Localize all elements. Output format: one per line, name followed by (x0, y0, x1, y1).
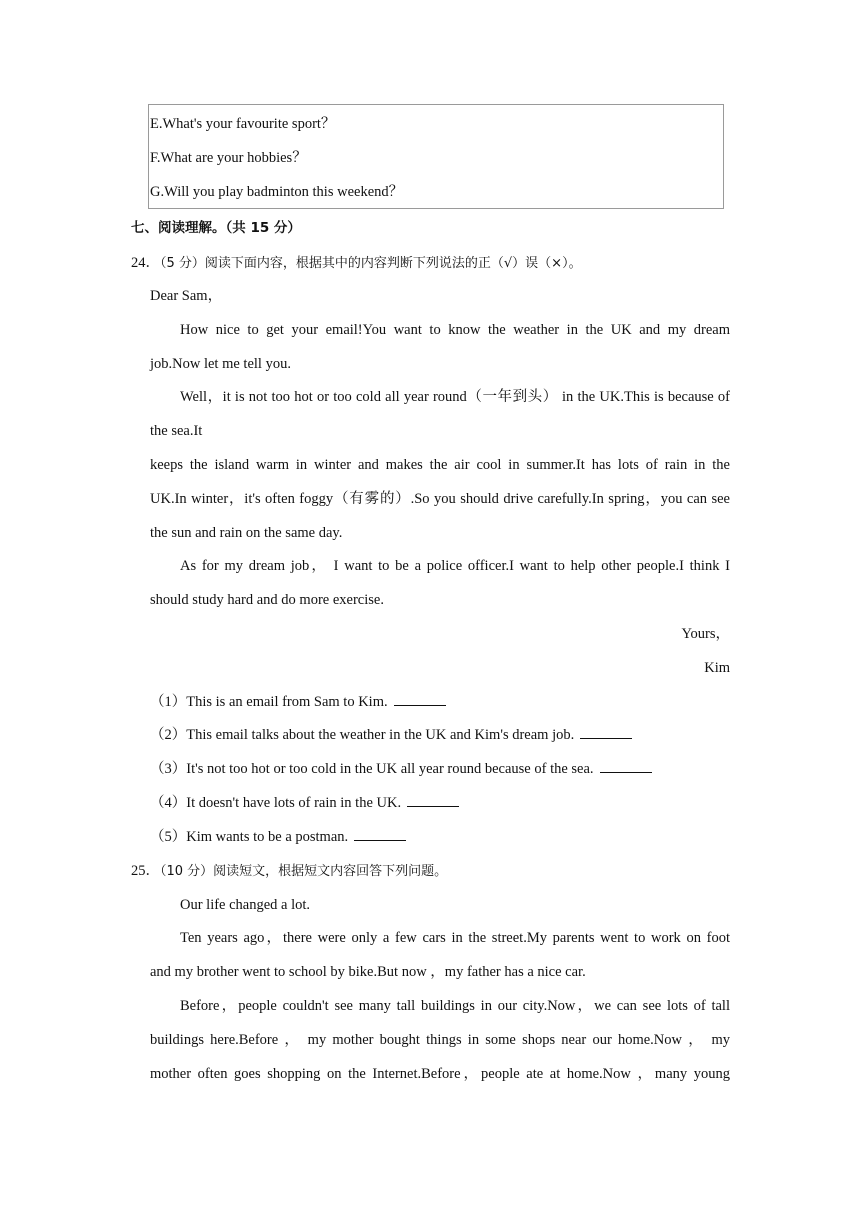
answer-blank[interactable] (354, 827, 406, 841)
passage-p2-line1: Before，people couldn't see many tall buildings in our city.Now，we can see lots of tall (180, 998, 730, 1014)
answer-blank[interactable] (394, 692, 446, 706)
answer-blank[interactable] (580, 725, 632, 739)
option-g: G.Will you play badminton this weekend？ (150, 184, 404, 200)
passage-p1-line1: Ten years ago，there were only a few cars in the street.My parents went to work on foot (180, 930, 730, 946)
statement-2 (150, 725, 632, 745)
statement-text: （1）This is an email from Sam to Kim. (150, 694, 388, 710)
statement-text: （4）It doesn't have lots of rain in the UK. (150, 795, 402, 811)
email-p1-line2: job.Now let me tell you. (150, 356, 291, 372)
answer-blank[interactable] (600, 759, 652, 773)
email-p3-line3: the sun and rain on the same day. (150, 525, 343, 541)
statement-3 (150, 759, 652, 779)
section-title: 七、阅读理解。（共 15 分） (131, 220, 301, 236)
email-signature: Kim (704, 660, 730, 676)
q24-header (131, 253, 582, 274)
email-p4-line1: As for my dream job， I want to be a police officer.I want to help other people.I think I (180, 558, 730, 574)
q25-instruction: （10 分）阅读短文，根据短文内容回答下列问题。 (160, 864, 448, 879)
option-f: F.What are your hobbies？ (150, 150, 307, 166)
option-e: E.What's your favourite sport？ (150, 116, 336, 132)
passage-p2-line2: buildings here.Before ， my mother bought things in some shops near our home.Now ， my (150, 1032, 730, 1048)
q24-instruction: （5 分）阅读下面内容，根据其中的内容判断下列说法的正（√）误（×）。 (160, 256, 582, 271)
email-p3-line1: keeps the island warm in winter and makes the air cool in summer.It has lots of rain in the (150, 457, 730, 473)
passage-title-line: Our life changed a lot. (180, 897, 311, 913)
statement-text: （3）It's not too hot or too cold in the UK all year round because of the sea. (150, 761, 594, 777)
passage-p2-line3: mother often goes shopping on the Internet.Before，people ate at home.Now ，many young (150, 1066, 730, 1082)
email-p2-line2: the sea.It (150, 423, 203, 439)
statement-text: （2）This email talks about the weather in the UK and Kim's dream job. (150, 727, 575, 743)
email-p1-line1: How nice to get your email!You want to know the weather in the UK and my dream (180, 322, 730, 338)
answer-blank[interactable] (407, 793, 459, 807)
email-closing: Yours， (681, 626, 730, 642)
email-p3-line2: UK.In winter，it's often foggy（有雾的）.So you should drive carefully.In spring，you can see (150, 491, 730, 507)
statement-4 (150, 793, 459, 813)
email-greeting: Dear Sam， (150, 288, 223, 304)
passage-p1-line2: and my brother went to school by bike.But now ，my father has a nice car. (150, 964, 586, 980)
q24-number: 24． (131, 255, 160, 271)
q25-number: 25． (131, 863, 160, 879)
statement-5 (150, 827, 406, 847)
email-p4-line2: should study hard and do more exercise. (150, 592, 384, 608)
statement-1 (150, 692, 446, 712)
email-p2-line1: Well，it is not too hot or too cold all year round（一年到头） in the UK.This is because of (180, 389, 730, 405)
statement-text: （5）Kim wants to be a postman. (150, 829, 349, 845)
q25-header (131, 861, 447, 882)
